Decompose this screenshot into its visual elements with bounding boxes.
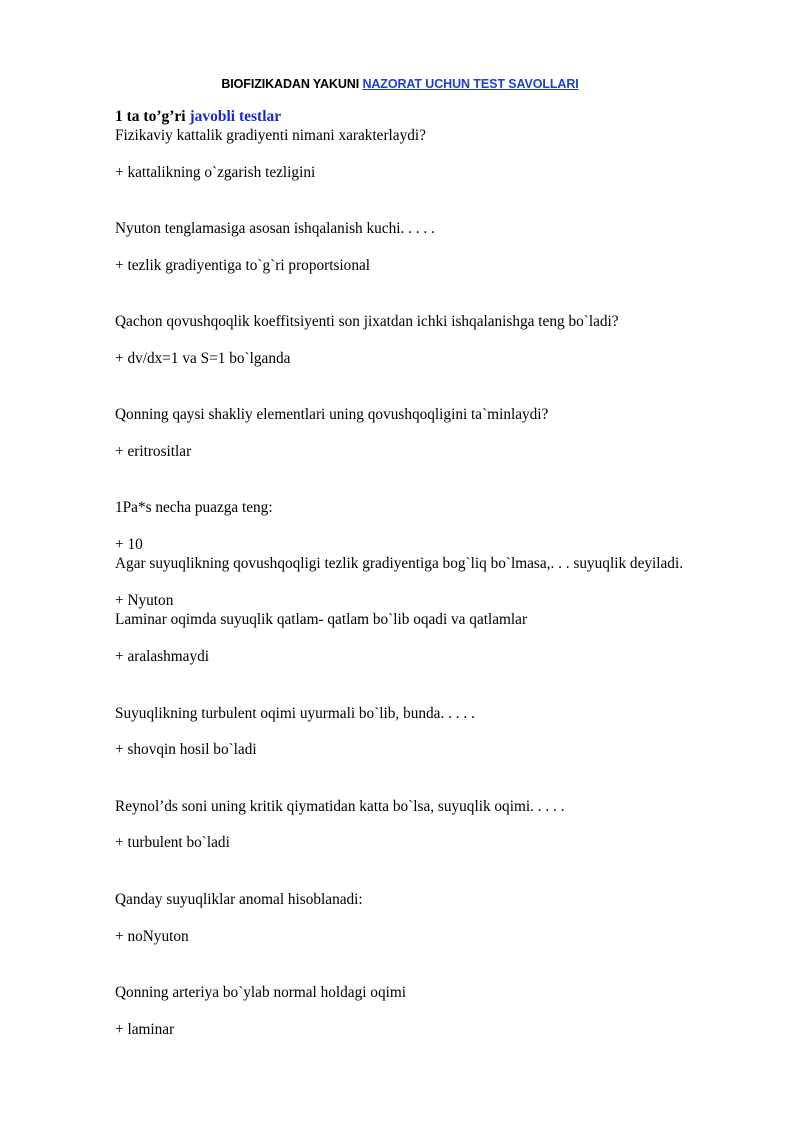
answer-10: + noNyuton [115, 928, 189, 945]
question-7: Laminar oqimda suyuqlik qatlam- qatlam bo`lib oqadi va qatlamlar [115, 611, 528, 628]
question-9: Reynol’ds soni uning kritik qiymatidan katta bo`lsa, suyuqlik oqimi. . . . . [115, 798, 565, 815]
document-title-link[interactable]: NAZORAT UCHUN TEST SAVOLLARI [362, 77, 579, 91]
question-6: Agar suyuqlikning qovushqoqligi tezlik gradiyentiga bog`liq bo`lmasa,. . . suyuqlik deyiladi. [115, 555, 684, 572]
answer-8: + shovqin hosil bo`ladi [115, 741, 257, 758]
answer-11: + laminar [115, 1021, 175, 1038]
answer-9: + turbulent bo`ladi [115, 834, 230, 851]
section-heading-main: 1 ta to’g’ri [115, 108, 186, 125]
question-5: 1Pa*s necha puazga teng: [115, 499, 273, 516]
answer-6: + Nyuton [115, 592, 174, 609]
question-10: Qanday suyuqliklar anomal hisoblanadi: [115, 891, 363, 908]
question-4: Qonning qaysi shakliy elementlari uning qovushqoqligini ta`minlaydi? [115, 406, 549, 423]
question-3: Qachon qovushqoqlik koeffitsiyenti son jixatdan ichki ishqalanishga teng bo`ladi? [115, 313, 619, 330]
document-title [0, 77, 800, 91]
section-heading [115, 108, 281, 126]
answer-7: + aralashmaydi [115, 648, 209, 665]
question-11: Qonning arteriya bo`ylab normal holdagi oqimi [115, 984, 406, 1001]
question-1: Fizikaviy kattalik gradiyenti nimani xarakterlaydi? [115, 127, 426, 144]
document-title-main: BIOFIZIKADAN YAKUNI [221, 77, 360, 91]
answer-1: + kattalikning o`zgarish tezligini [115, 164, 316, 181]
question-8: Suyuqlikning turbulent oqimi uyurmali bo`lib, bunda. . . . . [115, 705, 475, 722]
question-2: Nyuton tenglamasiga asosan ishqalanish kuchi. . . . . [115, 220, 435, 237]
answer-3: + dv/dx=1 va S=1 bo`lganda [115, 350, 291, 367]
answer-4: + eritrositlar [115, 443, 192, 460]
answer-5: + 10 [115, 536, 143, 553]
answer-2: + tezlik gradiyentiga to`g`ri proportsional [115, 257, 371, 274]
section-heading-blue: javobli testlar [189, 108, 282, 125]
